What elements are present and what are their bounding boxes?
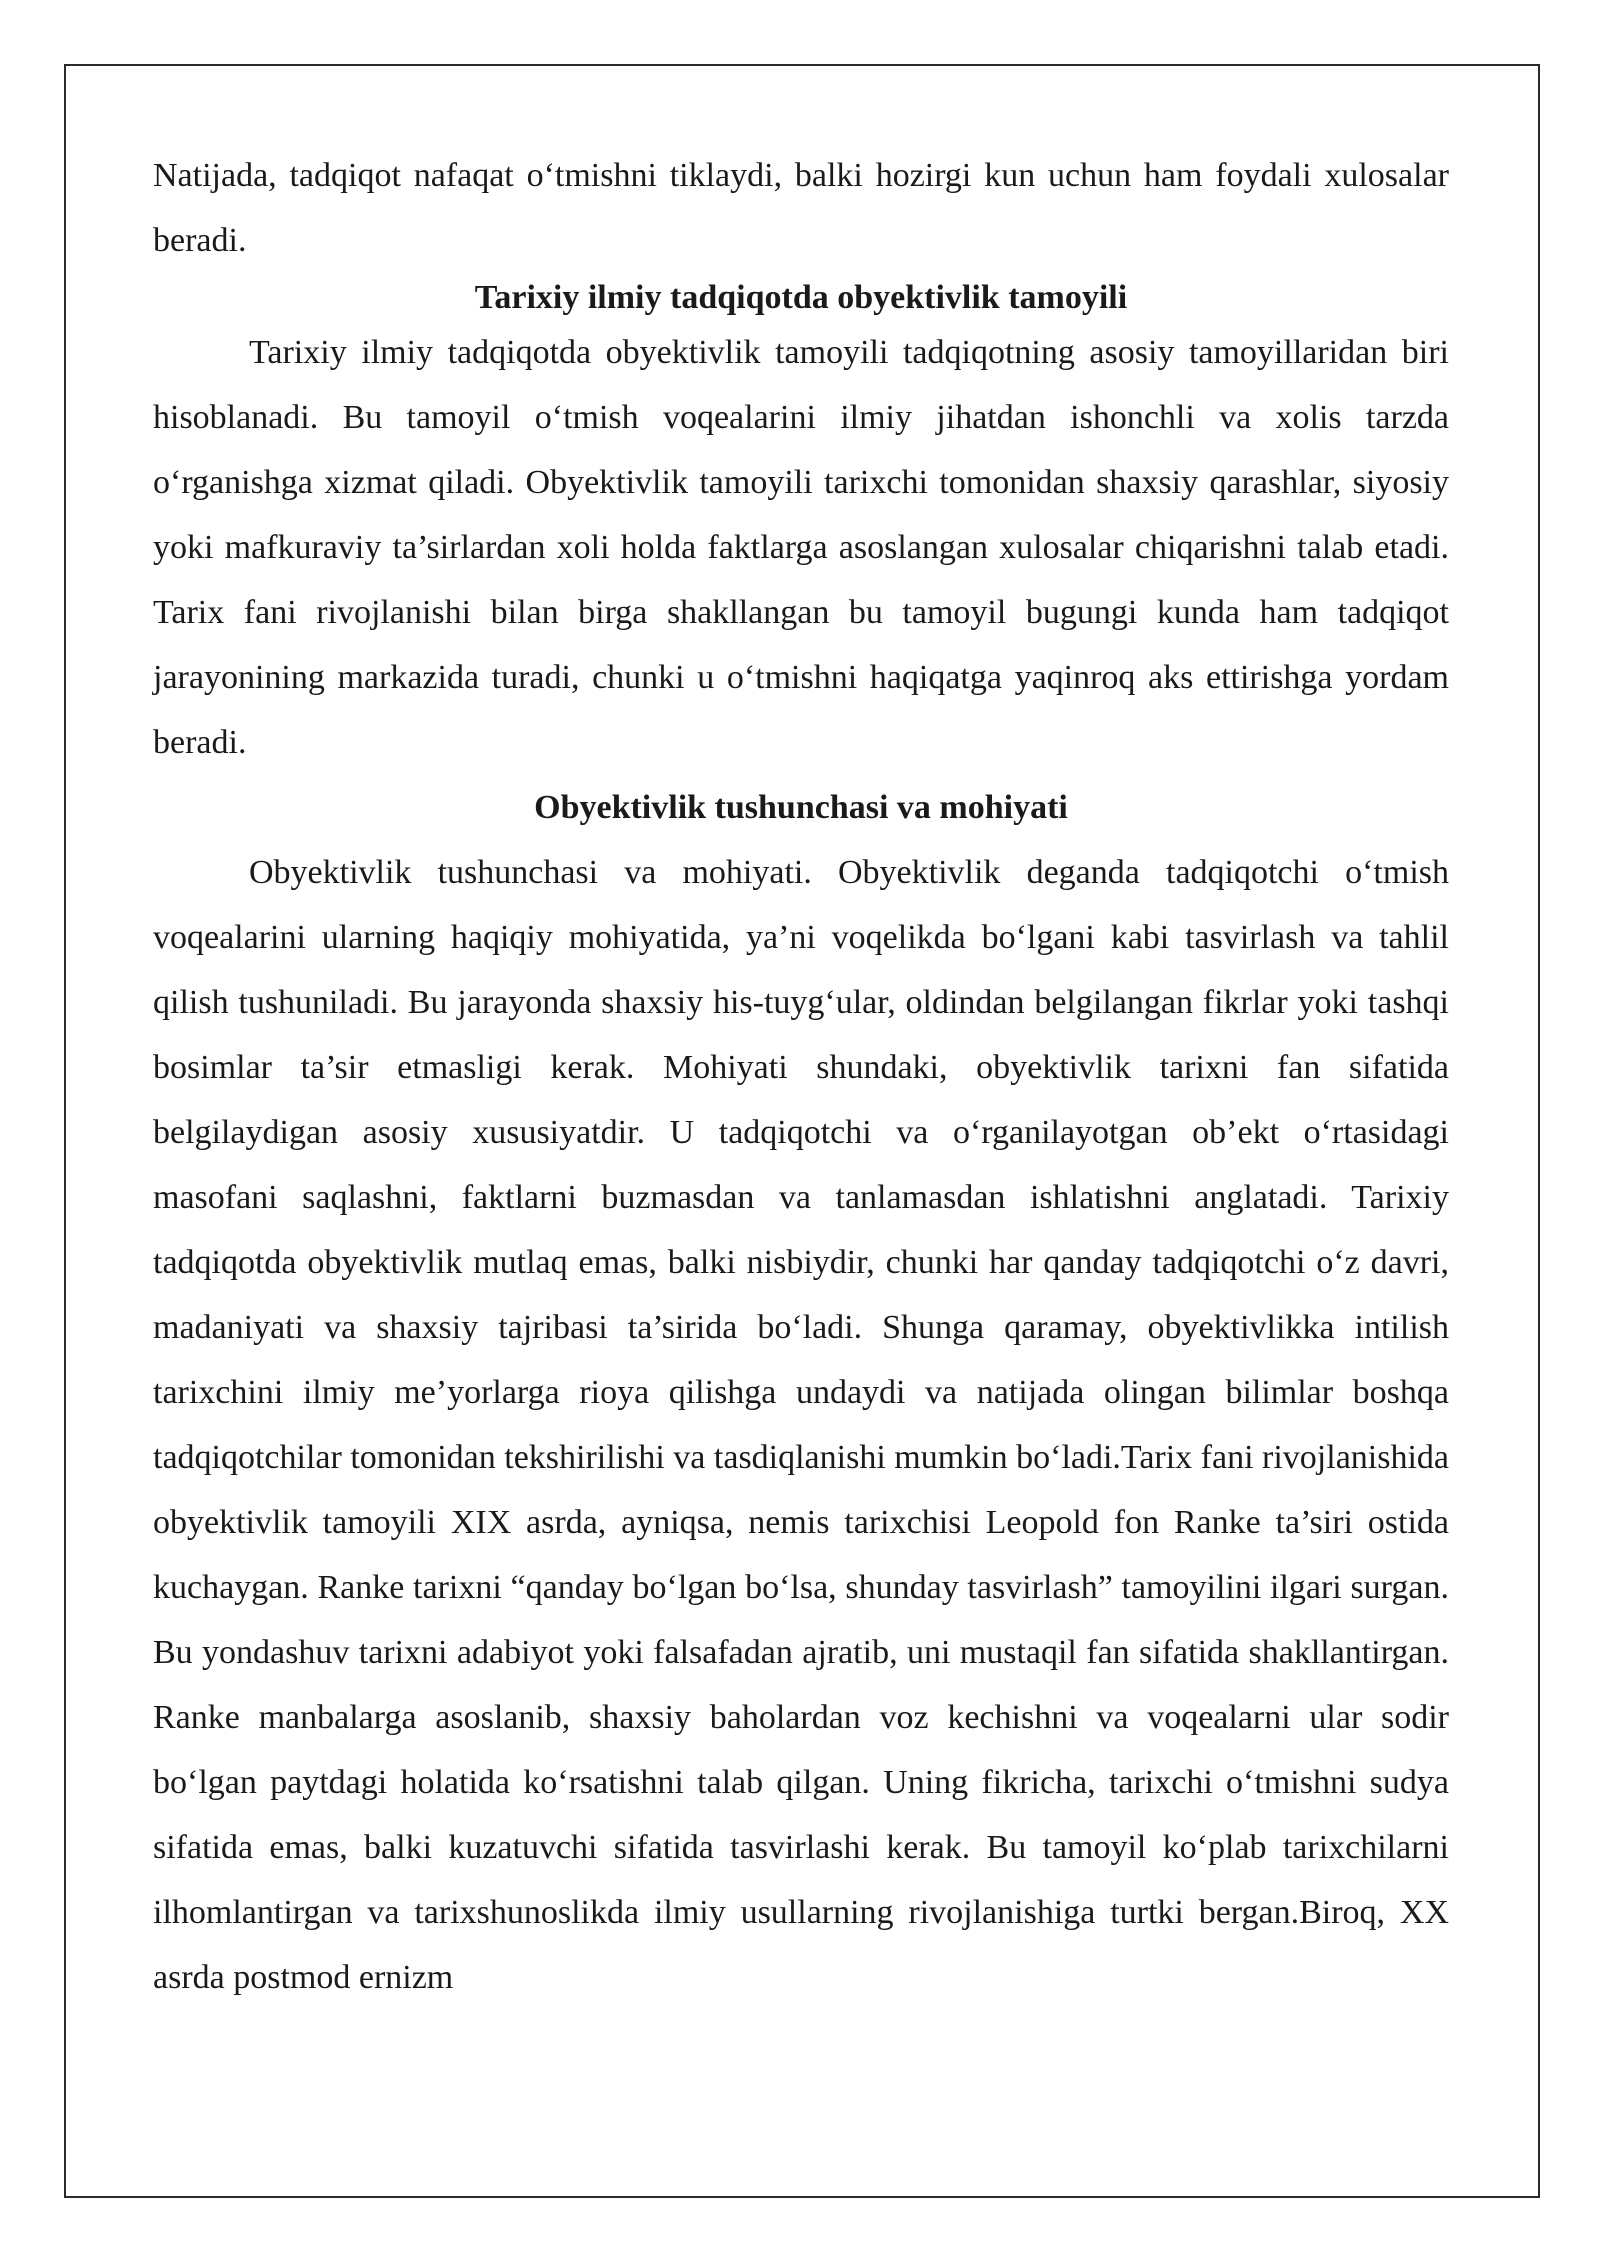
document-body xyxy=(153,143,1449,2010)
heading-objectivity-principle: Tarixiy ilmiy tadqiqotda obyektivlik tamoyili xyxy=(474,279,1128,316)
paragraph-objectivity-concept: Obyektivlik tushunchasi va mohiyati. Obyektivlik deganda tadqiqotchi o‘tmish voqealarini ularning haqiqiy mohiyatida, ya’ni voqelikda bo‘lgani kabi tasvirlash va tahlil qilish tushuniladi. Bu jarayonda shaxsiy his-tuyg‘ular, oldindan belgilangan fikrlar yoki tashqi bosimlar ta’sir etmasligi kerak. Mohiyati shundaki, obyektivlik tarixni fan sifatida belgilaydigan asosiy xususiyatdir. U tadqiqotchi va o‘rganilayotgan ob’ekt o‘rtasidagi masofani saqlashni, faktlarni buzmasdan va tanlamasdan ishlatishni anglatadi. Tarixiy tadqiqotda obyektivlik mutlaq emas, balki nisbiydir, chunki har qanday tadqiqotchi o‘z davri, madaniyati va shaxsiy tajribasi ta’sirida bo‘ladi. Shunga qaramay, obyektivlikka intilish tarixchini ilmiy me’yorlarga rioya qilishga undaydi va natijada olingan bilimlar boshqa tadqiqotchilar tomonidan tekshirilishi va tasdiqlanishi mumkin bo‘ladi.Tarix fani rivojlanishida obyektivlik tamoyili XIX asrda, ayniqsa, nemis tarixchisi Leopold fon Ranke ta’siri ostida kuchaygan. Ranke tarixni “qanday bo‘lgan bo‘lsa, shunday tasvirlash” tamoyilini ilgari surgan. Bu yondashuv tarixni adabiyot yoki falsafadan ajratib, uni mustaqil fan sifatida shakllantirgan. Ranke manbalarga asoslanib, shaxsiy baholardan voz kechishni va voqealarni ular sodir bo‘lgan paytdagi holatida ko‘rsatishni talab qilgan. Uning fikricha, tarixchi o‘tmishni sudya sifatida emas, balki kuzatuvchi sifatida tasvirlashi kerak. Bu tamoyil ko‘plab tarixchilarni ilhomlantirgan va tarixshunoslikda ilmiy usullarning rivojlanishiga turtki bergan.Biroq, XX asrda postmod ernizm xyxy=(153,854,1450,1996)
paragraph-objectivity-principle: Tarixiy ilmiy tadqiqotda obyektivlik tamoyili tadqiqotning asosiy tamoyillaridan biri hisoblanadi. Bu tamoyil o‘tmish voqealarini ilmiy jihatdan ishonchli va xolis tarzda o‘rganishga xizmat qiladi. Obyektivlik tamoyili tarixchi tomonidan shaxsiy qarashlar, siyosiy yoki mafkuraviy ta’sirlardan xoli holda faktlarga asoslangan xulosalar chiqarishni talab etadi. Tarix fani rivojlanishi bilan birga shakllangan bu tamoyil bugungi kunda ham tadqiqot jarayonining markazida turadi, chunki u o‘tmishni haqiqatga yaqinroq aks ettirishga yordam beradi. xyxy=(153,334,1449,761)
paragraph-intro-conclusion: Natijada, tadqiqot nafaqat o‘tmishni tiklaydi, balki hozirgi kun uchun ham foydali xulosalar beradi. xyxy=(153,157,1449,259)
heading-objectivity-concept: Obyektivlik tushunchasi va mohiyati xyxy=(534,789,1068,826)
